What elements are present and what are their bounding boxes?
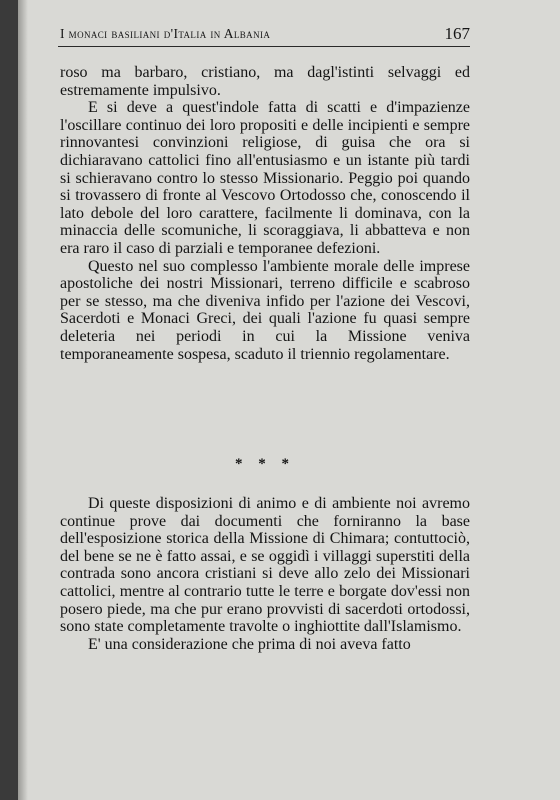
running-head: I monaci basiliani d'Italia in Albania <box>60 26 271 41</box>
paragraph: E si deve a quest'indole fatta di scatti e d'impazienze l'oscillare continuo dei loro propositi e delle incipienti e sempre rinnovantesi convinzioni religiose, di guisa che ora si dichiaravano cattolici fino all'entusiasmo e un istante più tardi si schieravano contro lo stesso Missionario. Peggio poi quando si trovassero di fronte al Vescovo Ortodosso che, conoscendo il lato debole del loro carattere, facilmente li dominava, con la minaccia delle scomuniche, li scoraggiava, li abbatteva e non era raro il caso di parziali e temporanee defezioni. <box>60 99 470 257</box>
section-1 <box>60 64 470 363</box>
book-page <box>18 0 560 800</box>
paragraph: Di queste disposizioni di animo e di ambiente noi avremo continue prove dai documenti che forniranno la base dell'esposizione storica della Missione di Chimara; contuttociò, del bene se ne è fatto assai, e se oggidì i villaggi superstiti della contrada sono ancora cristiani si deve allo zelo dei Missionari cattolici, mentre al contrario tutte le terre e borgate dov'essi non posero piede, ma che pur erano provvisti di sacerdoti ortodossi, sono state completamente travolte o inghiottite dall'Islamismo. <box>60 495 470 636</box>
section-2 <box>60 495 470 653</box>
page-number: 167 <box>444 24 470 43</box>
paragraph: E' una considerazione che prima di noi aveva fatto <box>88 635 411 653</box>
paragraph: roso ma barbaro, cristiano, ma dagl'istinti selvaggi ed estremamente impulsivo. <box>60 64 470 99</box>
section-separator: * * * <box>235 456 295 472</box>
paragraph: Questo nel suo complesso l'ambiente morale delle imprese apostoliche dei nostri Missionari, terreno difficile e scabroso per se stesso, ma che diveniva infido per l'azione dei Vescovi, Sacerdoti e Monaci Greci, dei quali l'azione fu quasi sempre deleteria nei periodi in cui la Missione veniva temporaneamente sospesa, scaduto il triennio regolamentare. <box>60 257 470 363</box>
header-rule <box>58 46 470 47</box>
